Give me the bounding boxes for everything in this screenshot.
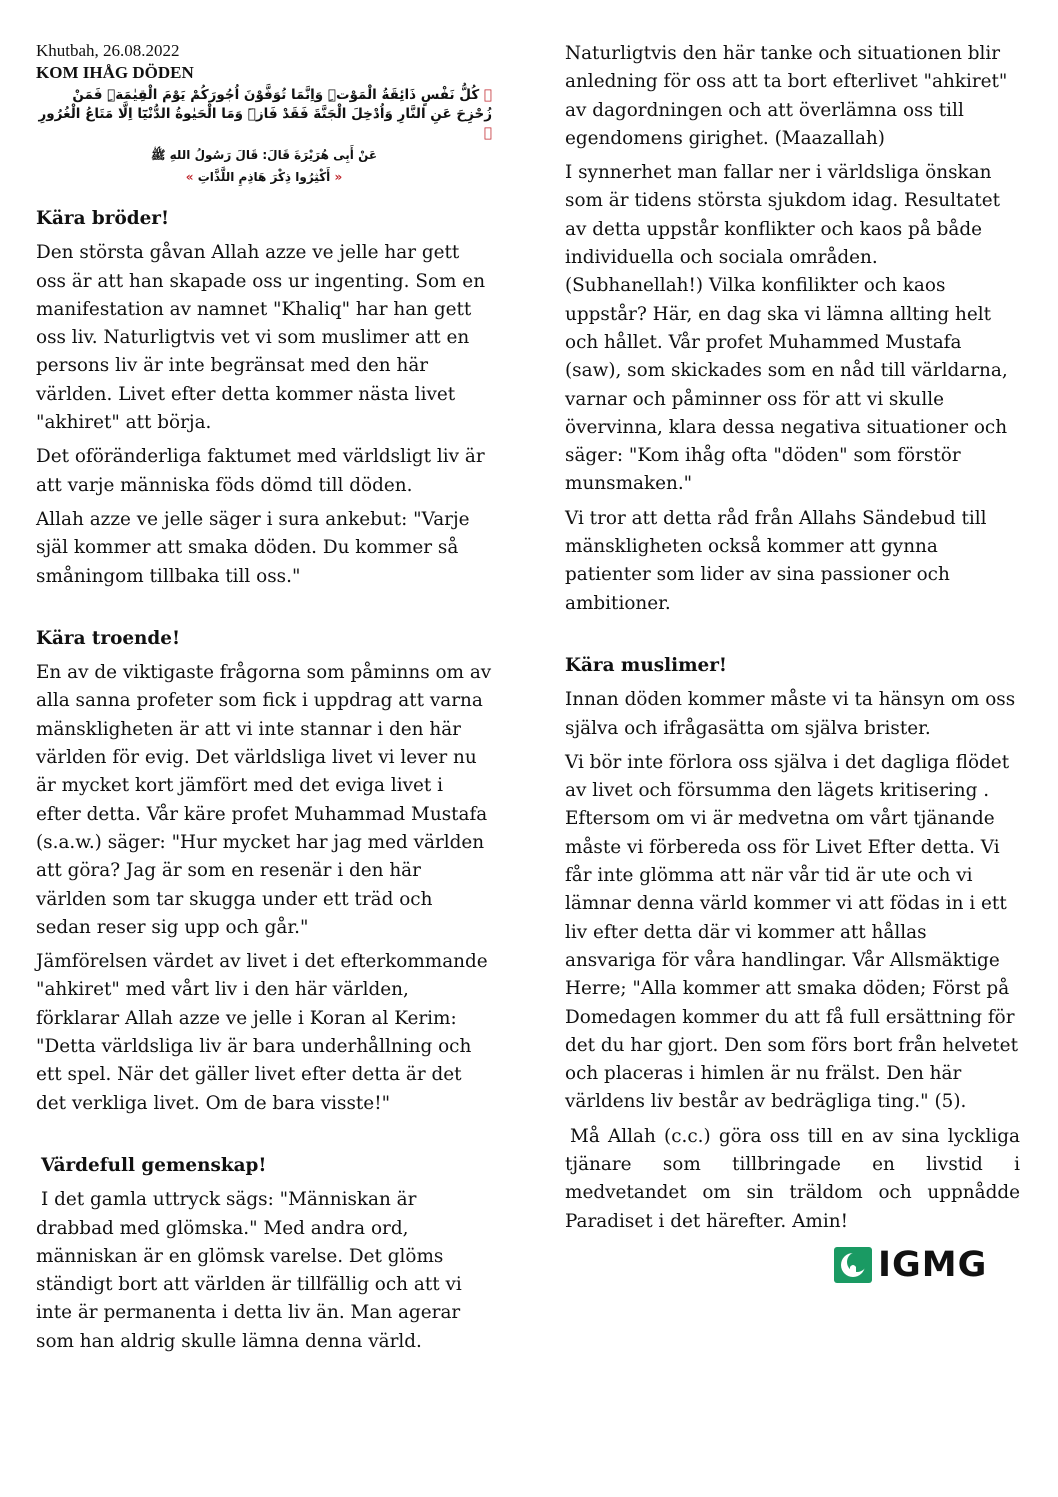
paragraph: Jämförelsen värdet av livet i det efterkommande "ahkiret" med vårt liv i den här världen, förklarar Allah azze ve jelle i Koran al Kerim: "Detta världsliga liv är bara underhållning och ett spel. När det gäller livet efter detta är det det verkliga livet. Om de bara visste!" (36, 951, 488, 1114)
crescent-mosque-icon (834, 1247, 872, 1283)
logo-text: IGMG (878, 1245, 988, 1285)
paragraph: I synnerhet man fallar ner i världsliga önskan som är tidens största sjukdom idag. Resultatet av detta uppstår konflikter och kaos på både individuella och sociala områden. (Subhanellah!) Vilka konfilikter och kaos uppstår? Här, en dag ska vi lämna allting helt och hållet. Vår profet Muhammed Mustafa (saw), som skickades som en nåd till världarna, varnar och påminner oss för att vi skulle övervinna, klara dessa negativa situationer och säger: "Kom ihåg ofta "döden" som förstör munsmaken." (565, 162, 1008, 495)
paragraph: Vi tror att detta råd från Allahs Sändebud till mänskligheten också kommer att gynna patienter som lider av sina passioner och ambitioner. (565, 507, 987, 614)
heading-kara-troende: Kära troende! (36, 627, 181, 649)
hadith-intro: عَنْ أَبِى هُرَيْرَةَ قَالَ: قَالَ رَسُولُ اللهِ ﷺ (150, 148, 378, 162)
paragraph: Den största gåvan Allah azze ve jelle har gett oss är att han skapade oss ur ingenting. Som en manifestation av namnet "Khaliq" har han gett oss liv. Naturligtvis vet vi som muslimer att en persons liv är inte begränsat med den här världen. Livet efter detta kommer nästa livet "akhiret" att börja. (36, 242, 486, 434)
paragraph: Det oföränderliga faktumet med världsligt liv är att varje människa föds dömd till döden. (36, 446, 485, 496)
arabic-verse (36, 86, 492, 143)
brace-close: ﴾ (483, 125, 492, 141)
hadith-text: أَكْثِرُوا ذِكْرَ هَاذِمِ اللَّذَّاتِ (197, 170, 331, 184)
hadith (36, 167, 492, 187)
paragraph: I det gamla uttryck sägs: "Människan är drabbad med glömska." Med andra ord, människan är en glömsk varelse. Det glöms ständigt bort att världen är tillfällig och att vi inte är permanenta i detta liv än. Man agerar som han aldrig skulle lämna denna värld. (36, 1189, 462, 1352)
right-column (565, 40, 1020, 1242)
brace-open: ﴿ (483, 87, 492, 103)
date-line: Khutbah, 26.08.2022 (36, 41, 180, 60)
igmg-logo (834, 1247, 1018, 1283)
quote-open: « (334, 170, 343, 184)
heading-kara-broder: Kära bröder! (36, 208, 170, 229)
page-title: KOM IHÅG DÖDEN (36, 63, 194, 82)
paragraph: Innan döden kommer måste vi ta hänsyn om oss själva och ifrågasätta om själva brister. (565, 689, 1016, 739)
quote-close: » (185, 170, 194, 184)
paragraph: Vi bör inte förlora oss själva i det dagliga flödet av livet och försumma den lägets kritisering . Eftersom om vi är medvetna om vårt tjänande måste vi förbereda oss för Livet Efter detta. Vi får inte glömma att när vår tid är ute och vi lämnar denna värld kommer vi att födas in i ett liv efter detta där vi kommer att hållas ansvariga för våra handlingar. Vår Allsmäktige Herre; "Alla kommer att smaka döden; Först på Domedagen kommer du att få full ersättning för det du har gjort. Den som förs bort från helvetet och placeras i himlen är nu frälst. Den här världens liv består av bedrägliga ting." (5). (565, 751, 1018, 1113)
paragraph: En av de viktigaste frågorna som påminns om av alla sanna profeter som fick i uppdrag att varna mänskligheten är att vi inte stannar i den här världen för evig. Det världsliga livet vi lever nu är mycket kort jämfört med det eviga livet i efter detta. Vår käre profet Muhammad Mustafa (s.a.w.) säger: "Hur mycket har jag med världen att göra? Jag är som en resenär i den här världen som tar skugga under ett träd och sedan reser sig upp och går." (36, 662, 492, 938)
paragraph: Allah azze ve jelle säger i sura ankebut: "Varje själ kommer att smaka döden. Du kommer så småningom tillbaka till oss." (36, 508, 470, 587)
paragraph: Naturligtvis den här tanke och situationen blir anledning för oss att ta bort efterlivet "ahkiret" av dagordningen och att överlämna oss till egendomens girighet. (Maazallah) (565, 43, 1008, 149)
heading-vardefull-gemenskap: Värdefull gemenskap! (41, 1154, 267, 1176)
arabic-verse-text: كُلُّ نَفْسٍ ذَائِقَةُ الْمَوْتِۜ وَاِنَّمَا تُوَفَّوْنَ اُجُورَكُمْ يَوْمَ الْقِيٰمَةِۜ فَمَنْ زُحْزِحَ عَنِ النَّارِ وَاُدْخِلَ الْجَنَّةَ فَقَدْ فَازَۜ وَمَا الْحَيٰوةُ الدُّنْيَٓا اِلَّا مَتَاعُ الْغُرُورِ (38, 87, 492, 122)
paragraph: Må Allah (c.c.) göra oss till en av sina lyckliga tjänare som tillbringade en livstid i medvetandet om sin träldom och uppnådde Paradiset i det härefter. Amin! (565, 1125, 1020, 1232)
left-column (36, 40, 492, 1362)
heading-kara-muslimer: Kära muslimer! (565, 654, 727, 676)
